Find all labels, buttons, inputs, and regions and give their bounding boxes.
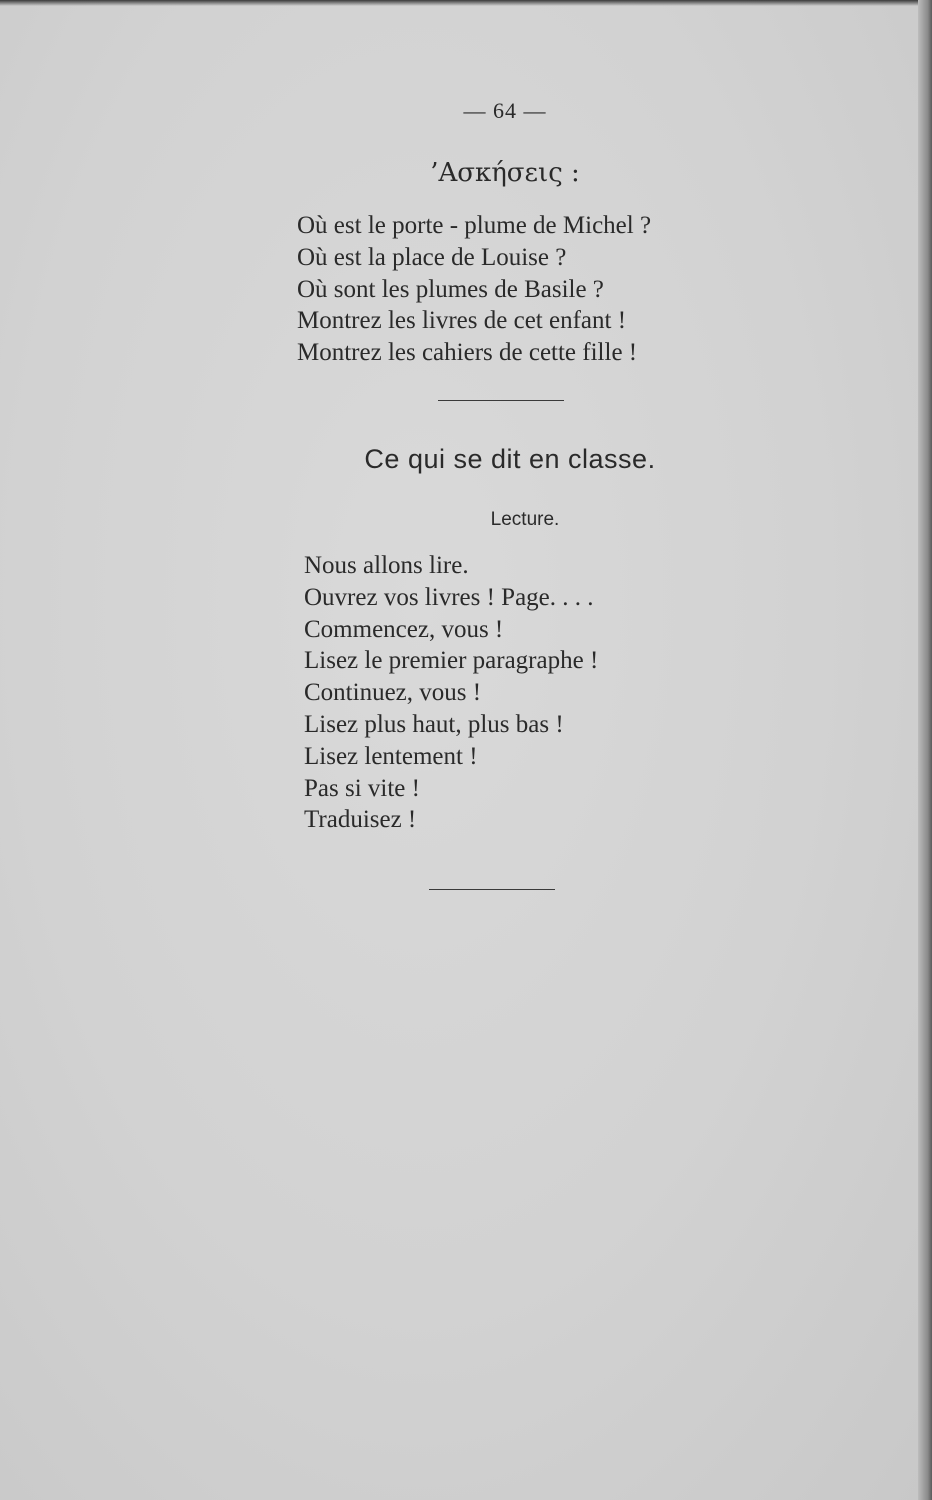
- reading-phrase: Lisez plus haut, plus bas !: [304, 710, 564, 738]
- exercises-title: ’Ασκήσεις :: [430, 158, 580, 188]
- reading-phrase: Nous allons lire.: [304, 552, 469, 579]
- page-binding-edge: [918, 0, 932, 1500]
- exercise-line: Où est le porte - plume de Michel ?: [297, 212, 652, 239]
- reading-phrase: Commencez, vous !: [304, 615, 504, 643]
- section-divider: [438, 400, 564, 401]
- reading-phrase: Continuez, vous !: [304, 679, 482, 707]
- reading-phrase: Ouvrez vos livres ! Page. . . .: [304, 583, 594, 611]
- exercise-list: [297, 210, 651, 369]
- reading-phrase-list: [304, 550, 598, 836]
- reading-phrase: Lisez lentement !: [304, 742, 478, 770]
- section-divider: [429, 889, 555, 890]
- page-top-edge: [0, 0, 932, 6]
- section-subheading: Lecture.: [490, 509, 560, 530]
- exercise-line: Montrez les livres de cet enfant !: [297, 307, 627, 335]
- exercise-line: Où sont les plumes de Basile ?: [297, 275, 604, 303]
- section-heading: Ce qui se dit en classe.: [364, 444, 656, 474]
- exercise-line: Où est la place de Louise ?: [297, 243, 567, 271]
- reading-phrase: Traduisez !: [304, 806, 417, 834]
- page-number: — 64 —: [463, 98, 547, 123]
- exercise-line: Montrez les cahiers de cette fille !: [297, 339, 638, 367]
- reading-phrase: Lisez le premier paragraphe !: [304, 647, 599, 675]
- reading-phrase: Pas si vite !: [304, 774, 420, 802]
